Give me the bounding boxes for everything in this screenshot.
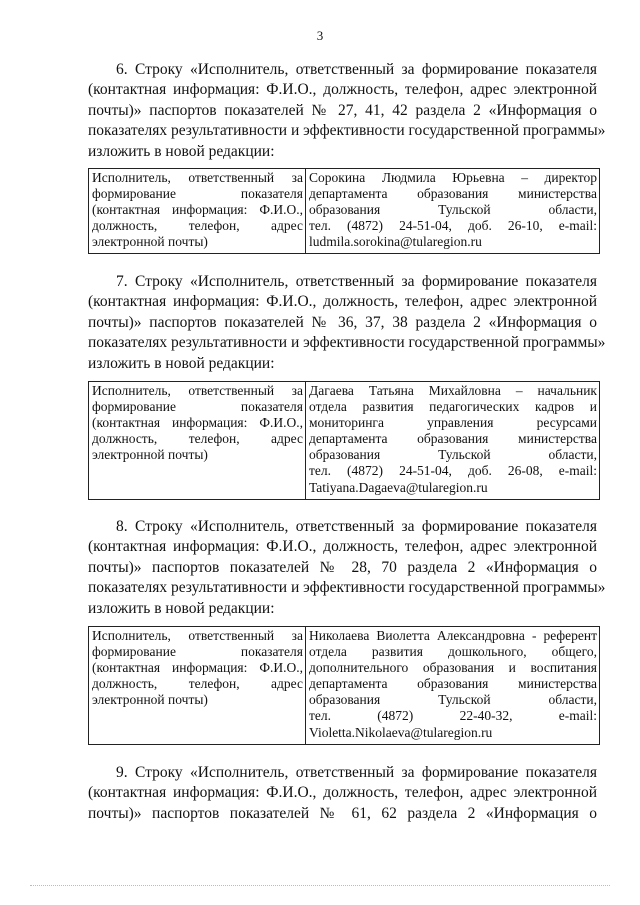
paragraph-line: показателях результативности и эффективности государственной программы» xyxy=(88,334,606,352)
cell-line: Исполнитель, ответственный за xyxy=(92,383,303,398)
paragraph-line: 9. Строку «Исполнитель, ответственный за формирование показателя xyxy=(116,764,597,781)
paragraph-line: изложить в новой редакции: xyxy=(88,142,275,160)
cell-line: дополнительного образования и воспитания xyxy=(309,660,597,676)
cell-line: Дагаева Татьяна Михайловна – начальник xyxy=(309,383,597,398)
cell-line: образования Тульской области, xyxy=(309,447,597,463)
executor-label-cell xyxy=(89,627,306,745)
cell-line: Исполнитель, ответственный за xyxy=(92,628,303,643)
section-6-table xyxy=(88,168,600,254)
section-8-paragraph xyxy=(88,517,606,619)
cell-line: должность, телефон, адрес xyxy=(92,676,303,692)
paragraph-line: показателях результативности и эффективности государственной программы» xyxy=(88,122,606,140)
cell-line: Николаева Виолетта Александровна - референт xyxy=(309,628,597,643)
cell-line: электронной почты) xyxy=(92,447,208,463)
cell-line: департамента образования министерства xyxy=(309,186,597,202)
email-link[interactable]: Violetta.Nikolaeva@tularegion.ru xyxy=(309,724,493,740)
paragraph-line: 7. Строку «Исполнитель, ответственный за формирование показателя xyxy=(116,273,597,290)
executor-label-cell xyxy=(89,382,306,500)
cell-line: (контактная информация: Ф.И.О., xyxy=(92,415,303,431)
cell-line: (контактная информация: Ф.И.О., xyxy=(92,660,303,676)
paragraph-line: почты)» паспортов показателей № 61, 62 раздела 2 «Информация о xyxy=(88,804,597,822)
section-9-paragraph xyxy=(88,763,597,824)
cell-line: формирование показателя xyxy=(92,644,303,660)
cell-line: электронной почты) xyxy=(92,234,208,250)
section-8-table xyxy=(88,626,600,745)
email-link[interactable]: Tatiyana.Dagaeva@tularegion.ru xyxy=(309,479,488,495)
cell-line: тел. (4872) 24-51-04, доб. 26-10, e-mail: xyxy=(309,218,597,234)
cell-line: электронной почты) xyxy=(92,692,208,708)
scan-edge-artifact xyxy=(30,885,610,887)
paragraph-line: почты)» паспортов показателей № 28, 70 раздела 2 «Информация о xyxy=(88,558,597,576)
paragraph-line: (контактная информация: Ф.И.О., должность, телефон, адрес электронной xyxy=(88,81,597,99)
cell-line: тел. (4872) 22-40-32, e-mail: xyxy=(309,708,597,724)
paragraph-line: (контактная информация: Ф.И.О., должность, телефон, адрес электронной xyxy=(88,784,597,802)
executor-value-cell xyxy=(306,169,600,254)
cell-line: образования Тульской области, xyxy=(309,692,597,708)
paragraph-line: 6. Строку «Исполнитель, ответственный за формирование показателя xyxy=(116,61,597,78)
paragraph-line: почты)» паспортов показателей № 36, 37, 38 раздела 2 «Информация о xyxy=(88,313,597,331)
cell-line: Исполнитель, ответственный за xyxy=(92,170,303,185)
page-number: 3 xyxy=(316,28,324,43)
cell-line: отдела развития педагогических кадров и xyxy=(309,399,597,415)
paragraph-line: показателях результативности и эффективности государственной программы» xyxy=(88,579,606,597)
cell-line: мониторинга управления ресурсами xyxy=(309,415,597,431)
cell-line: отдела развития дошкольного, общего, xyxy=(309,644,597,660)
paragraph-line: (контактная информация: Ф.И.О., должность, телефон, адрес электронной xyxy=(88,293,597,311)
executor-value-cell xyxy=(306,382,600,500)
cell-line: департамента образования министерства xyxy=(309,431,597,447)
cell-line: должность, телефон, адрес xyxy=(92,218,303,234)
cell-line: тел. (4872) 24-51-04, доб. 26-08, e-mail: xyxy=(309,463,597,479)
paragraph-line: почты)» паспортов показателей № 27, 41, 42 раздела 2 «Информация о xyxy=(88,101,597,119)
executor-label-cell xyxy=(89,169,306,254)
section-6-paragraph xyxy=(88,60,606,162)
cell-line: департамента образования министерства xyxy=(309,676,597,692)
cell-line: Сорокина Людмила Юрьевна – директор xyxy=(309,170,597,185)
paragraph-line: (контактная информация: Ф.И.О., должность, телефон, адрес электронной xyxy=(88,538,597,556)
paragraph-line: 8. Строку «Исполнитель, ответственный за формирование показателя xyxy=(116,518,597,535)
executor-value-cell xyxy=(306,627,600,745)
cell-line: (контактная информация: Ф.И.О., xyxy=(92,202,303,218)
paragraph-line: изложить в новой редакции: xyxy=(88,599,275,617)
section-7-paragraph xyxy=(88,272,606,374)
cell-line: формирование показателя xyxy=(92,399,303,415)
cell-line: формирование показателя xyxy=(92,186,303,202)
paragraph-line: изложить в новой редакции: xyxy=(88,354,275,372)
cell-line: должность, телефон, адрес xyxy=(92,431,303,447)
section-7-table xyxy=(88,381,600,500)
email-link[interactable]: ludmila.sorokina@tularegion.ru xyxy=(309,234,482,250)
cell-line: образования Тульской области, xyxy=(309,202,597,218)
